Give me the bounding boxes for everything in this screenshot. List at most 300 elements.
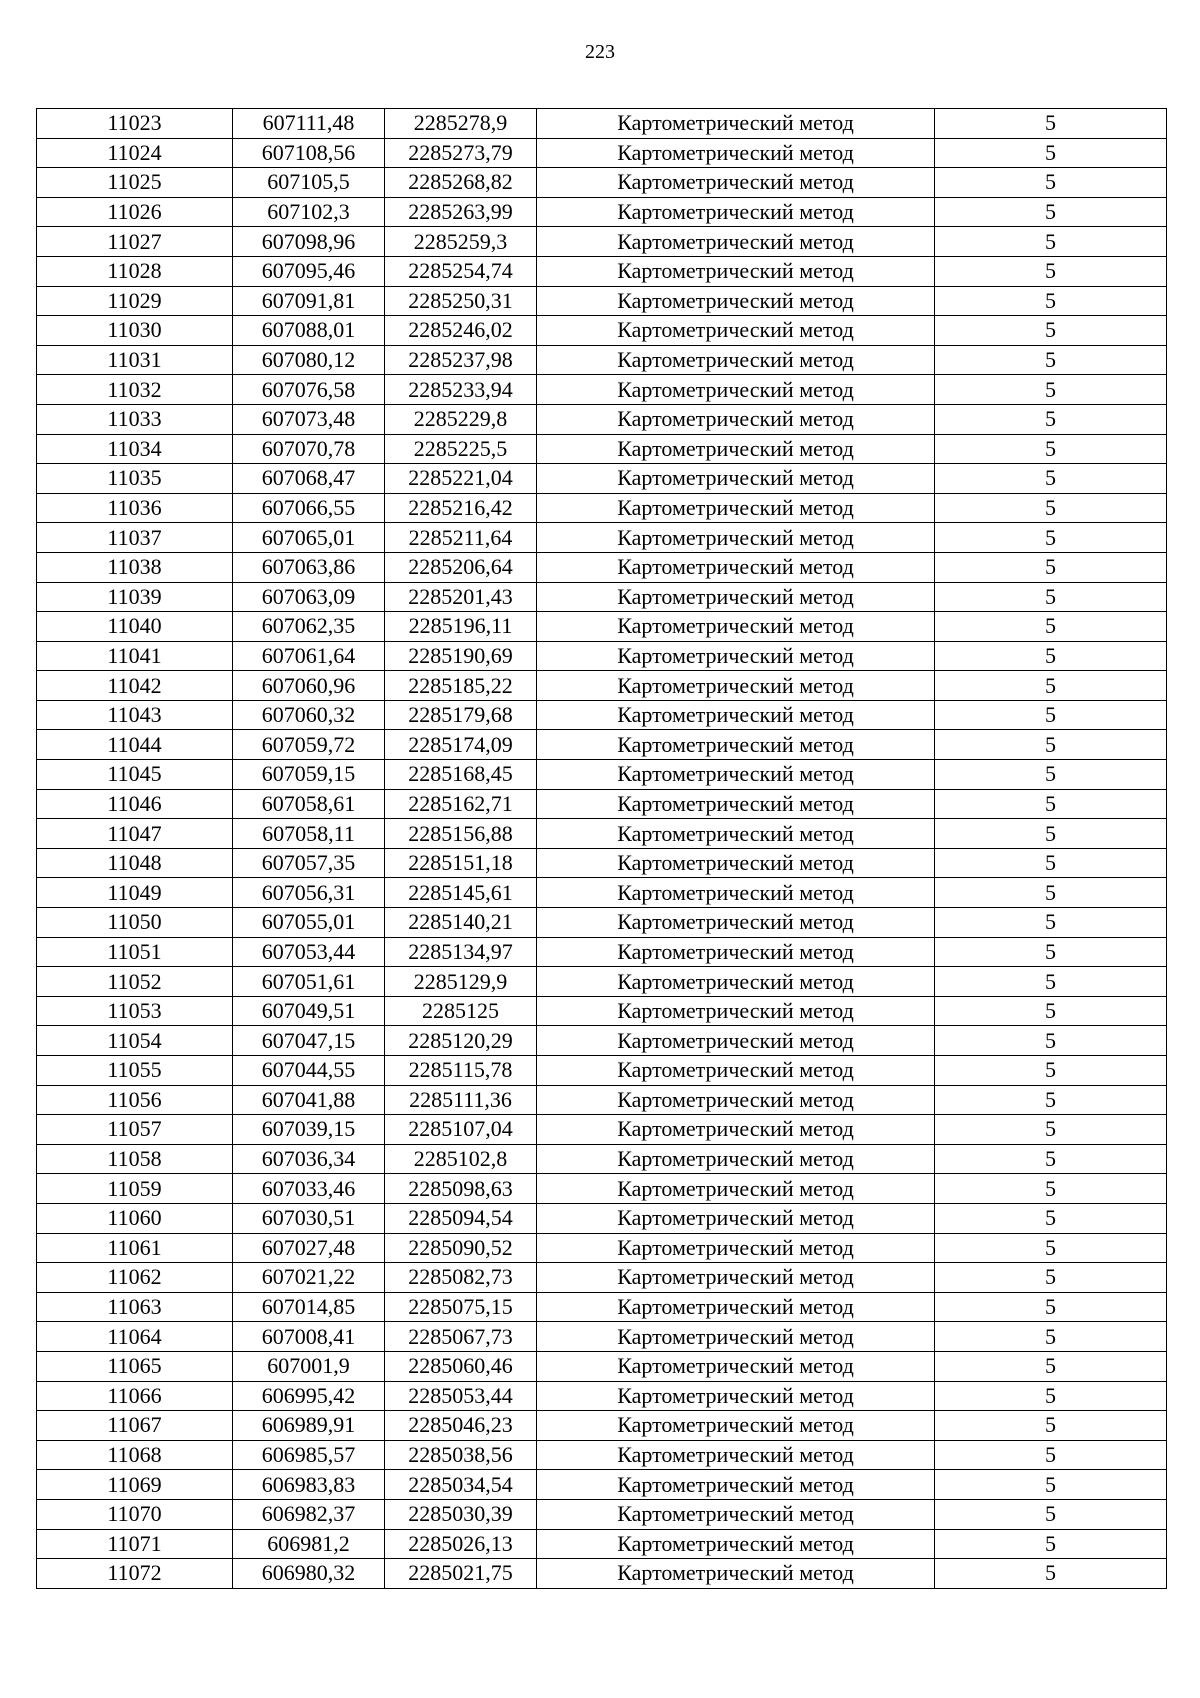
y-coordinate-cell: 2285185,22 xyxy=(385,671,537,701)
method-cell: Картометрический метод xyxy=(537,1174,935,1204)
method-cell: Картометрический метод xyxy=(537,1056,935,1086)
point-number-cell: 11068 xyxy=(37,1440,233,1470)
point-number-cell: 11040 xyxy=(37,612,233,642)
point-number-cell: 11051 xyxy=(37,937,233,967)
y-coordinate-cell: 2285082,73 xyxy=(385,1263,537,1293)
method-cell: Картометрический метод xyxy=(537,227,935,257)
table-row xyxy=(37,996,1167,1026)
table-row xyxy=(37,1174,1167,1204)
x-coordinate-cell: 607091,81 xyxy=(233,286,385,316)
x-coordinate-cell: 607111,48 xyxy=(233,109,385,139)
accuracy-cell: 5 xyxy=(935,671,1167,701)
accuracy-cell: 5 xyxy=(935,1470,1167,1500)
x-coordinate-cell: 607059,15 xyxy=(233,760,385,790)
x-coordinate-cell: 607027,48 xyxy=(233,1233,385,1263)
x-coordinate-cell: 607039,15 xyxy=(233,1115,385,1145)
table-row xyxy=(37,375,1167,405)
x-coordinate-cell: 607060,96 xyxy=(233,671,385,701)
method-cell: Картометрический метод xyxy=(537,138,935,168)
x-coordinate-cell: 606995,42 xyxy=(233,1381,385,1411)
x-coordinate-cell: 607105,5 xyxy=(233,168,385,198)
y-coordinate-cell: 2285111,36 xyxy=(385,1085,537,1115)
method-cell: Картометрический метод xyxy=(537,168,935,198)
y-coordinate-cell: 2285156,88 xyxy=(385,819,537,849)
table-row xyxy=(37,1351,1167,1381)
accuracy-cell: 5 xyxy=(935,286,1167,316)
accuracy-cell: 5 xyxy=(935,168,1167,198)
accuracy-cell: 5 xyxy=(935,1559,1167,1589)
point-number-cell: 11025 xyxy=(37,168,233,198)
accuracy-cell: 5 xyxy=(935,937,1167,967)
y-coordinate-cell: 2285168,45 xyxy=(385,760,537,790)
point-number-cell: 11063 xyxy=(37,1292,233,1322)
x-coordinate-cell: 607014,85 xyxy=(233,1292,385,1322)
table-row xyxy=(37,286,1167,316)
table-row xyxy=(37,493,1167,523)
x-coordinate-cell: 607030,51 xyxy=(233,1203,385,1233)
method-cell: Картометрический метод xyxy=(537,878,935,908)
accuracy-cell: 5 xyxy=(935,138,1167,168)
method-cell: Картометрический метод xyxy=(537,286,935,316)
method-cell: Картометрический метод xyxy=(537,760,935,790)
method-cell: Картометрический метод xyxy=(537,552,935,582)
accuracy-cell: 5 xyxy=(935,227,1167,257)
y-coordinate-cell: 2285021,75 xyxy=(385,1559,537,1589)
y-coordinate-cell: 2285225,5 xyxy=(385,434,537,464)
accuracy-cell: 5 xyxy=(935,700,1167,730)
accuracy-cell: 5 xyxy=(935,523,1167,553)
accuracy-cell: 5 xyxy=(935,1381,1167,1411)
method-cell: Картометрический метод xyxy=(537,464,935,494)
method-cell: Картометрический метод xyxy=(537,730,935,760)
x-coordinate-cell: 606981,2 xyxy=(233,1529,385,1559)
x-coordinate-cell: 607058,61 xyxy=(233,789,385,819)
x-coordinate-cell: 607047,15 xyxy=(233,1026,385,1056)
method-cell: Картометрический метод xyxy=(537,967,935,997)
table-row xyxy=(37,612,1167,642)
point-number-cell: 11037 xyxy=(37,523,233,553)
point-number-cell: 11054 xyxy=(37,1026,233,1056)
accuracy-cell: 5 xyxy=(935,908,1167,938)
method-cell: Картометрический метод xyxy=(537,1144,935,1174)
y-coordinate-cell: 2285115,78 xyxy=(385,1056,537,1086)
table-row xyxy=(37,1233,1167,1263)
accuracy-cell: 5 xyxy=(935,848,1167,878)
point-number-cell: 11057 xyxy=(37,1115,233,1145)
y-coordinate-cell: 2285026,13 xyxy=(385,1529,537,1559)
method-cell: Картометрический метод xyxy=(537,316,935,346)
x-coordinate-cell: 607021,22 xyxy=(233,1263,385,1293)
x-coordinate-cell: 607108,56 xyxy=(233,138,385,168)
point-number-cell: 11066 xyxy=(37,1381,233,1411)
y-coordinate-cell: 2285179,68 xyxy=(385,700,537,730)
accuracy-cell: 5 xyxy=(935,582,1167,612)
y-coordinate-cell: 2285067,73 xyxy=(385,1322,537,1352)
x-coordinate-cell: 606980,32 xyxy=(233,1559,385,1589)
table-row xyxy=(37,1440,1167,1470)
y-coordinate-cell: 2285125 xyxy=(385,996,537,1026)
accuracy-cell: 5 xyxy=(935,1322,1167,1352)
y-coordinate-cell: 2285211,64 xyxy=(385,523,537,553)
y-coordinate-cell: 2285038,56 xyxy=(385,1440,537,1470)
accuracy-cell: 5 xyxy=(935,1263,1167,1293)
table-row xyxy=(37,937,1167,967)
method-cell: Картометрический метод xyxy=(537,1559,935,1589)
x-coordinate-cell: 607053,44 xyxy=(233,937,385,967)
point-number-cell: 11067 xyxy=(37,1411,233,1441)
table-row xyxy=(37,404,1167,434)
method-cell: Картометрический метод xyxy=(537,1440,935,1470)
x-coordinate-cell: 607059,72 xyxy=(233,730,385,760)
x-coordinate-cell: 607057,35 xyxy=(233,848,385,878)
point-number-cell: 11032 xyxy=(37,375,233,405)
y-coordinate-cell: 2285206,64 xyxy=(385,552,537,582)
table-row xyxy=(37,227,1167,257)
method-cell: Картометрический метод xyxy=(537,848,935,878)
table-row xyxy=(37,464,1167,494)
method-cell: Картометрический метод xyxy=(537,1322,935,1352)
accuracy-cell: 5 xyxy=(935,256,1167,286)
table-row xyxy=(37,789,1167,819)
x-coordinate-cell: 607102,3 xyxy=(233,197,385,227)
table-row xyxy=(37,552,1167,582)
accuracy-cell: 5 xyxy=(935,1411,1167,1441)
x-coordinate-cell: 607060,32 xyxy=(233,700,385,730)
point-number-cell: 11046 xyxy=(37,789,233,819)
point-number-cell: 11026 xyxy=(37,197,233,227)
accuracy-cell: 5 xyxy=(935,1085,1167,1115)
accuracy-cell: 5 xyxy=(935,1056,1167,1086)
point-number-cell: 11065 xyxy=(37,1351,233,1381)
method-cell: Картометрический метод xyxy=(537,996,935,1026)
point-number-cell: 11055 xyxy=(37,1056,233,1086)
table-row xyxy=(37,109,1167,139)
y-coordinate-cell: 2285237,98 xyxy=(385,345,537,375)
x-coordinate-cell: 607066,55 xyxy=(233,493,385,523)
point-number-cell: 11060 xyxy=(37,1203,233,1233)
point-number-cell: 11035 xyxy=(37,464,233,494)
x-coordinate-cell: 606982,37 xyxy=(233,1499,385,1529)
x-coordinate-cell: 607033,46 xyxy=(233,1174,385,1204)
x-coordinate-cell: 606983,83 xyxy=(233,1470,385,1500)
table-row xyxy=(37,819,1167,849)
accuracy-cell: 5 xyxy=(935,1174,1167,1204)
point-number-cell: 11070 xyxy=(37,1499,233,1529)
x-coordinate-cell: 607049,51 xyxy=(233,996,385,1026)
accuracy-cell: 5 xyxy=(935,1115,1167,1145)
point-number-cell: 11039 xyxy=(37,582,233,612)
method-cell: Картометрический метод xyxy=(537,1411,935,1441)
accuracy-cell: 5 xyxy=(935,760,1167,790)
method-cell: Картометрический метод xyxy=(537,612,935,642)
method-cell: Картометрический метод xyxy=(537,1529,935,1559)
method-cell: Картометрический метод xyxy=(537,937,935,967)
method-cell: Картометрический метод xyxy=(537,1233,935,1263)
y-coordinate-cell: 2285046,23 xyxy=(385,1411,537,1441)
y-coordinate-cell: 2285174,09 xyxy=(385,730,537,760)
table-row xyxy=(37,1529,1167,1559)
point-number-cell: 11049 xyxy=(37,878,233,908)
accuracy-cell: 5 xyxy=(935,967,1167,997)
method-cell: Картометрический метод xyxy=(537,1499,935,1529)
y-coordinate-cell: 2285246,02 xyxy=(385,316,537,346)
accuracy-cell: 5 xyxy=(935,1529,1167,1559)
accuracy-cell: 5 xyxy=(935,345,1167,375)
y-coordinate-cell: 2285134,97 xyxy=(385,937,537,967)
y-coordinate-cell: 2285090,52 xyxy=(385,1233,537,1263)
method-cell: Картометрический метод xyxy=(537,434,935,464)
accuracy-cell: 5 xyxy=(935,434,1167,464)
table-row xyxy=(37,1263,1167,1293)
accuracy-cell: 5 xyxy=(935,1499,1167,1529)
x-coordinate-cell: 606985,57 xyxy=(233,1440,385,1470)
x-coordinate-cell: 607088,01 xyxy=(233,316,385,346)
y-coordinate-cell: 2285263,99 xyxy=(385,197,537,227)
point-number-cell: 11028 xyxy=(37,256,233,286)
x-coordinate-cell: 607068,47 xyxy=(233,464,385,494)
accuracy-cell: 5 xyxy=(935,1026,1167,1056)
point-number-cell: 11045 xyxy=(37,760,233,790)
x-coordinate-cell: 607051,61 xyxy=(233,967,385,997)
table-row xyxy=(37,1559,1167,1589)
method-cell: Картометрический метод xyxy=(537,1292,935,1322)
table-row xyxy=(37,345,1167,375)
y-coordinate-cell: 2285250,31 xyxy=(385,286,537,316)
method-cell: Картометрический метод xyxy=(537,109,935,139)
x-coordinate-cell: 607056,31 xyxy=(233,878,385,908)
x-coordinate-cell: 607095,46 xyxy=(233,256,385,286)
y-coordinate-cell: 2285151,18 xyxy=(385,848,537,878)
point-number-cell: 11024 xyxy=(37,138,233,168)
y-coordinate-cell: 2285201,43 xyxy=(385,582,537,612)
table-row xyxy=(37,1115,1167,1145)
accuracy-cell: 5 xyxy=(935,404,1167,434)
point-number-cell: 11061 xyxy=(37,1233,233,1263)
y-coordinate-cell: 2285098,63 xyxy=(385,1174,537,1204)
method-cell: Картометрический метод xyxy=(537,789,935,819)
y-coordinate-cell: 2285107,04 xyxy=(385,1115,537,1145)
point-number-cell: 11029 xyxy=(37,286,233,316)
page-number: 223 xyxy=(585,41,615,63)
table-row xyxy=(37,1470,1167,1500)
method-cell: Картометрический метод xyxy=(537,671,935,701)
y-coordinate-cell: 2285140,21 xyxy=(385,908,537,938)
table-row xyxy=(37,878,1167,908)
x-coordinate-cell: 607063,09 xyxy=(233,582,385,612)
x-coordinate-cell: 607036,34 xyxy=(233,1144,385,1174)
accuracy-cell: 5 xyxy=(935,1203,1167,1233)
y-coordinate-cell: 2285075,15 xyxy=(385,1292,537,1322)
y-coordinate-cell: 2285259,3 xyxy=(385,227,537,257)
method-cell: Картометрический метод xyxy=(537,256,935,286)
method-cell: Картометрический метод xyxy=(537,1026,935,1056)
point-number-cell: 11052 xyxy=(37,967,233,997)
table-row xyxy=(37,1085,1167,1115)
y-coordinate-cell: 2285129,9 xyxy=(385,967,537,997)
x-coordinate-cell: 607080,12 xyxy=(233,345,385,375)
point-number-cell: 11069 xyxy=(37,1470,233,1500)
table-row xyxy=(37,848,1167,878)
point-number-cell: 11038 xyxy=(37,552,233,582)
table-row xyxy=(37,1026,1167,1056)
y-coordinate-cell: 2285254,74 xyxy=(385,256,537,286)
point-number-cell: 11053 xyxy=(37,996,233,1026)
point-number-cell: 11044 xyxy=(37,730,233,760)
y-coordinate-cell: 2285060,46 xyxy=(385,1351,537,1381)
accuracy-cell: 5 xyxy=(935,493,1167,523)
y-coordinate-cell: 2285216,42 xyxy=(385,493,537,523)
accuracy-cell: 5 xyxy=(935,552,1167,582)
x-coordinate-cell: 607061,64 xyxy=(233,641,385,671)
method-cell: Картометрический метод xyxy=(537,582,935,612)
y-coordinate-cell: 2285034,54 xyxy=(385,1470,537,1500)
point-number-cell: 11033 xyxy=(37,404,233,434)
method-cell: Картометрический метод xyxy=(537,1203,935,1233)
x-coordinate-cell: 607070,78 xyxy=(233,434,385,464)
x-coordinate-cell: 607058,11 xyxy=(233,819,385,849)
y-coordinate-cell: 2285145,61 xyxy=(385,878,537,908)
method-cell: Картометрический метод xyxy=(537,908,935,938)
method-cell: Картометрический метод xyxy=(537,700,935,730)
accuracy-cell: 5 xyxy=(935,1351,1167,1381)
method-cell: Картометрический метод xyxy=(537,523,935,553)
x-coordinate-cell: 607044,55 xyxy=(233,1056,385,1086)
point-number-cell: 11023 xyxy=(37,109,233,139)
accuracy-cell: 5 xyxy=(935,730,1167,760)
table-row xyxy=(37,1144,1167,1174)
y-coordinate-cell: 2285162,71 xyxy=(385,789,537,819)
table-row xyxy=(37,1322,1167,1352)
table-row xyxy=(37,1381,1167,1411)
table-row xyxy=(37,197,1167,227)
y-coordinate-cell: 2285273,79 xyxy=(385,138,537,168)
x-coordinate-cell: 607098,96 xyxy=(233,227,385,257)
method-cell: Картометрический метод xyxy=(537,493,935,523)
point-number-cell: 11048 xyxy=(37,848,233,878)
table-row xyxy=(37,582,1167,612)
accuracy-cell: 5 xyxy=(935,1440,1167,1470)
table-row xyxy=(37,316,1167,346)
accuracy-cell: 5 xyxy=(935,375,1167,405)
table-row xyxy=(37,700,1167,730)
method-cell: Картометрический метод xyxy=(537,1115,935,1145)
y-coordinate-cell: 2285268,82 xyxy=(385,168,537,198)
point-number-cell: 11062 xyxy=(37,1263,233,1293)
method-cell: Картометрический метод xyxy=(537,404,935,434)
x-coordinate-cell: 607062,35 xyxy=(233,612,385,642)
accuracy-cell: 5 xyxy=(935,1292,1167,1322)
point-number-cell: 11034 xyxy=(37,434,233,464)
y-coordinate-cell: 2285094,54 xyxy=(385,1203,537,1233)
point-number-cell: 11043 xyxy=(37,700,233,730)
table-row xyxy=(37,908,1167,938)
y-coordinate-cell: 2285278,9 xyxy=(385,109,537,139)
y-coordinate-cell: 2285229,8 xyxy=(385,404,537,434)
point-number-cell: 11056 xyxy=(37,1085,233,1115)
method-cell: Картометрический метод xyxy=(537,1470,935,1500)
table-row xyxy=(37,967,1167,997)
accuracy-cell: 5 xyxy=(935,1144,1167,1174)
x-coordinate-cell: 607063,86 xyxy=(233,552,385,582)
x-coordinate-cell: 607001,9 xyxy=(233,1351,385,1381)
method-cell: Картометрический метод xyxy=(537,1381,935,1411)
y-coordinate-cell: 2285102,8 xyxy=(385,1144,537,1174)
method-cell: Картометрический метод xyxy=(537,1351,935,1381)
accuracy-cell: 5 xyxy=(935,464,1167,494)
x-coordinate-cell: 607065,01 xyxy=(233,523,385,553)
point-number-cell: 11058 xyxy=(37,1144,233,1174)
accuracy-cell: 5 xyxy=(935,819,1167,849)
y-coordinate-cell: 2285120,29 xyxy=(385,1026,537,1056)
table-row xyxy=(37,138,1167,168)
method-cell: Картометрический метод xyxy=(537,819,935,849)
coordinates-table xyxy=(36,108,1167,1589)
table-row xyxy=(37,256,1167,286)
method-cell: Картометрический метод xyxy=(537,1263,935,1293)
y-coordinate-cell: 2285030,39 xyxy=(385,1499,537,1529)
table-row xyxy=(37,523,1167,553)
accuracy-cell: 5 xyxy=(935,197,1167,227)
x-coordinate-cell: 607073,48 xyxy=(233,404,385,434)
table-row xyxy=(37,1292,1167,1322)
accuracy-cell: 5 xyxy=(935,316,1167,346)
method-cell: Картометрический метод xyxy=(537,641,935,671)
x-coordinate-cell: 607008,41 xyxy=(233,1322,385,1352)
point-number-cell: 11036 xyxy=(37,493,233,523)
table-row xyxy=(37,730,1167,760)
accuracy-cell: 5 xyxy=(935,1233,1167,1263)
y-coordinate-cell: 2285196,11 xyxy=(385,612,537,642)
point-number-cell: 11071 xyxy=(37,1529,233,1559)
accuracy-cell: 5 xyxy=(935,641,1167,671)
point-number-cell: 11064 xyxy=(37,1322,233,1352)
point-number-cell: 11030 xyxy=(37,316,233,346)
table-row xyxy=(37,641,1167,671)
y-coordinate-cell: 2285053,44 xyxy=(385,1381,537,1411)
table-row xyxy=(37,671,1167,701)
coordinates-table-body xyxy=(37,109,1167,1589)
table-row xyxy=(37,434,1167,464)
point-number-cell: 11041 xyxy=(37,641,233,671)
x-coordinate-cell: 607041,88 xyxy=(233,1085,385,1115)
accuracy-cell: 5 xyxy=(935,996,1167,1026)
point-number-cell: 11031 xyxy=(37,345,233,375)
table-row xyxy=(37,1499,1167,1529)
y-coordinate-cell: 2285221,04 xyxy=(385,464,537,494)
accuracy-cell: 5 xyxy=(935,878,1167,908)
table-row xyxy=(37,1056,1167,1086)
x-coordinate-cell: 607055,01 xyxy=(233,908,385,938)
table-row xyxy=(37,168,1167,198)
point-number-cell: 11047 xyxy=(37,819,233,849)
x-coordinate-cell: 607076,58 xyxy=(233,375,385,405)
method-cell: Картометрический метод xyxy=(537,345,935,375)
point-number-cell: 11050 xyxy=(37,908,233,938)
table-row xyxy=(37,1203,1167,1233)
accuracy-cell: 5 xyxy=(935,109,1167,139)
y-coordinate-cell: 2285233,94 xyxy=(385,375,537,405)
point-number-cell: 11042 xyxy=(37,671,233,701)
method-cell: Картометрический метод xyxy=(537,197,935,227)
table-row xyxy=(37,760,1167,790)
point-number-cell: 11072 xyxy=(37,1559,233,1589)
accuracy-cell: 5 xyxy=(935,612,1167,642)
point-number-cell: 11059 xyxy=(37,1174,233,1204)
point-number-cell: 11027 xyxy=(37,227,233,257)
accuracy-cell: 5 xyxy=(935,789,1167,819)
method-cell: Картометрический метод xyxy=(537,1085,935,1115)
x-coordinate-cell: 606989,91 xyxy=(233,1411,385,1441)
